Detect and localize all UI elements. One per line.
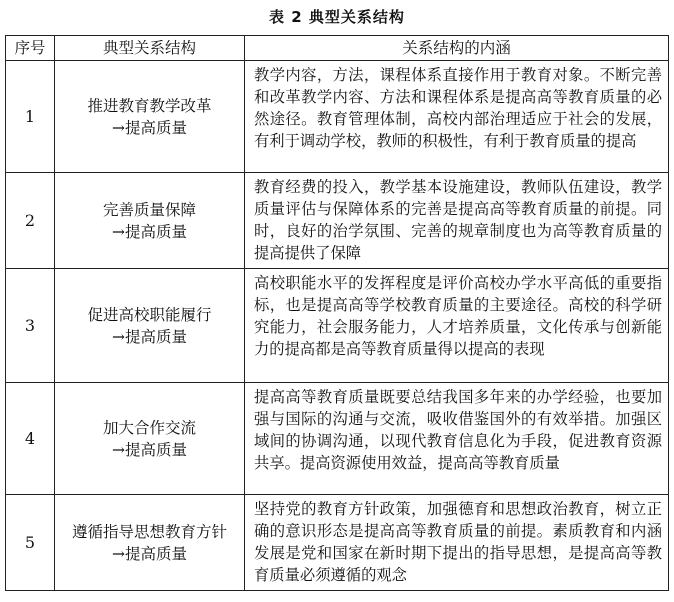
row-num: 3: [6, 269, 55, 383]
row-structure: 推进教育教学改革: [87, 96, 212, 115]
row-result: →提高质量: [112, 222, 187, 241]
header-num: 序号: [6, 36, 55, 61]
row-structure: 加大合作交流: [102, 418, 196, 437]
row-structure-cell: [55, 173, 245, 269]
table-caption: 表 2 典型关系结构: [269, 8, 405, 26]
row-result: →提高质量: [112, 544, 187, 563]
header-row: [6, 36, 669, 61]
table-row: [6, 269, 669, 383]
table-row: [6, 495, 669, 591]
row-result: →提高质量: [112, 327, 187, 346]
row-structure: 促进高校职能履行: [87, 305, 212, 324]
table-row: [6, 383, 669, 495]
header-structure: 典型关系结构: [55, 36, 245, 61]
row-result: →提高质量: [112, 118, 187, 137]
row-meaning: 提高高等教育质量既要总结我国多年来的办学经验，也要加强与国际的沟通与交流，吸收借鉴国外的有效举措。加强区域间的协调沟通，以现代教育信息化为手段，促进教育资源共享。提高资源使用效益，提高高等教育质量: [245, 383, 669, 495]
row-meaning: 教学内容，方法，课程体系直接作用于教育对象。不断完善和改革教学内容、方法和课程体系是提高高等教育质量的必然途径。教育管理体制，高校内部治理适应于社会的发展，有利于调动学校，教师的积极性，有利于教育质量的提高: [245, 61, 669, 173]
row-structure-cell: [55, 383, 245, 495]
row-structure: 遵循指导思想教育方针: [71, 522, 227, 541]
row-structure-cell: [55, 495, 245, 591]
row-num: 1: [6, 61, 55, 173]
row-structure: 完善质量保障: [102, 200, 196, 219]
relationship-structure-table: [5, 35, 669, 591]
row-num: 4: [6, 383, 55, 495]
row-meaning: 坚持党的教育方针政策，加强德育和思想政治教育，树立正确的意识形态是提高高等教育质量的前提。素质教育和内涵发展是党和国家在新时期下提出的指导思想，是提高高等教育质量必须遵循的观念: [245, 495, 669, 591]
row-structure-cell: [55, 269, 245, 383]
row-result: →提高质量: [112, 440, 187, 459]
row-structure-cell: [55, 61, 245, 173]
row-num: 5: [6, 495, 55, 591]
row-meaning: 教育经费的投入，教学基本设施建设，教师队伍建设，教学质量评估与保障体系的完善是提高高等教育质量的前提。同时，良好的治学氛围、完善的规章制度也为高等教育质量的提高提供了保障: [245, 173, 669, 269]
row-num: 2: [6, 173, 55, 269]
table-row: [6, 173, 669, 269]
row-meaning: 高校职能水平的发挥程度是评价高校办学水平高低的重要指标，也是提高高等学校教育质量的主要途径。高校的科学研究能力，社会服务能力，人才培养质量，文化传承与创新能力的提高都是高等教育质量得以提高的表现: [245, 269, 669, 383]
table-row: [6, 61, 669, 173]
header-meaning: 关系结构的内涵: [245, 36, 669, 61]
